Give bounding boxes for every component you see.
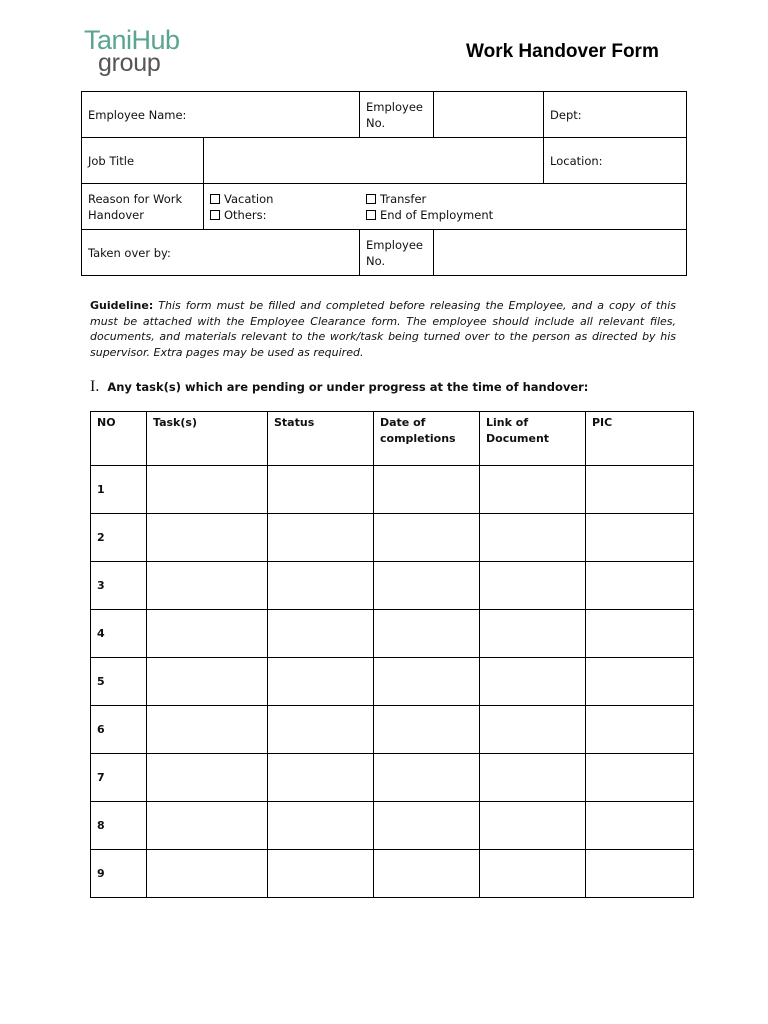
end-of-employment-label: End of Employment [380, 207, 494, 222]
others-label: Others: [224, 207, 267, 222]
table-cell[interactable] [374, 802, 480, 850]
table-row [91, 802, 694, 850]
row-number: 6 [91, 706, 147, 754]
table-cell[interactable] [147, 850, 268, 898]
table-cell[interactable] [268, 658, 374, 706]
table-row [91, 754, 694, 802]
table-cell[interactable] [480, 754, 586, 802]
table-cell[interactable] [480, 514, 586, 562]
table-cell[interactable] [268, 754, 374, 802]
table-cell[interactable] [586, 850, 694, 898]
task-table [90, 411, 694, 898]
transfer-checkbox[interactable] [366, 191, 493, 207]
table-cell[interactable] [268, 514, 374, 562]
guideline-text: This form must be filled and completed before releasing the Employee, and a copy of this must be attached with the Employee Clearance form. The employee should include all relevant files, documents, and materials relevant to the work/task being turned over to the person as directed by his supervisor. Extra pages may be used as required. [90, 299, 677, 359]
employee-no-label: Employee No. [360, 92, 434, 138]
location-field[interactable] [544, 138, 687, 184]
table-cell[interactable] [586, 466, 694, 514]
table-cell[interactable] [268, 466, 374, 514]
employee-name-label: Employee Name: [88, 107, 187, 122]
column-header: Link of Document [480, 412, 586, 466]
taken-over-field[interactable] [82, 230, 360, 276]
employee-no-label-2: Employee No. [360, 230, 434, 276]
column-header: PIC [586, 412, 694, 466]
company-logo [80, 27, 180, 79]
table-cell[interactable] [147, 514, 268, 562]
column-header: Task(s) [147, 412, 268, 466]
table-cell[interactable] [268, 850, 374, 898]
table-cell[interactable] [480, 658, 586, 706]
table-cell[interactable] [147, 658, 268, 706]
table-cell[interactable] [480, 562, 586, 610]
table-cell[interactable] [147, 610, 268, 658]
table-cell[interactable] [268, 562, 374, 610]
table-cell[interactable] [374, 514, 480, 562]
row-number: 2 [91, 514, 147, 562]
table-row [91, 514, 694, 562]
table-row [91, 658, 694, 706]
table-cell[interactable] [586, 610, 694, 658]
table-cell[interactable] [586, 562, 694, 610]
dept-field[interactable] [544, 92, 687, 138]
table-cell[interactable] [374, 850, 480, 898]
table-cell[interactable] [480, 850, 586, 898]
reason-label: Reason for Work Handover [82, 184, 204, 230]
table-cell[interactable] [374, 466, 480, 514]
table-cell[interactable] [147, 466, 268, 514]
vacation-checkbox[interactable] [210, 191, 366, 207]
row-number: 8 [91, 802, 147, 850]
others-checkbox[interactable] [210, 207, 366, 223]
row-number: 3 [91, 562, 147, 610]
row-number: 5 [91, 658, 147, 706]
table-cell[interactable] [586, 514, 694, 562]
table-cell[interactable] [374, 706, 480, 754]
job-title-field[interactable] [204, 138, 544, 184]
logo-text-top: TaniHub [84, 25, 180, 55]
form-title: Work Handover Form [466, 41, 659, 62]
table-cell[interactable] [374, 658, 480, 706]
column-header: Date of completions [374, 412, 480, 466]
checkbox-icon [366, 210, 376, 220]
table-row [91, 610, 694, 658]
job-title-row [82, 138, 687, 184]
table-cell[interactable] [480, 466, 586, 514]
table-row [91, 706, 694, 754]
end-of-employment-checkbox[interactable] [366, 207, 493, 223]
table-cell[interactable] [268, 706, 374, 754]
table-cell[interactable] [374, 562, 480, 610]
row-number: 4 [91, 610, 147, 658]
location-label: Location: [550, 153, 603, 168]
table-cell[interactable] [480, 610, 586, 658]
table-cell[interactable] [268, 610, 374, 658]
row-number: 9 [91, 850, 147, 898]
table-cell[interactable] [374, 754, 480, 802]
table-cell[interactable] [147, 706, 268, 754]
reason-row [82, 184, 687, 230]
table-cell[interactable] [480, 802, 586, 850]
table-cell[interactable] [480, 706, 586, 754]
table-cell[interactable] [586, 706, 694, 754]
vacation-label: Vacation [224, 191, 274, 206]
checkbox-icon [210, 194, 220, 204]
table-cell[interactable] [147, 562, 268, 610]
table-cell[interactable] [268, 802, 374, 850]
column-header: Status [268, 412, 374, 466]
taken-over-label: Taken over by: [88, 245, 171, 260]
table-cell[interactable] [147, 802, 268, 850]
table-cell[interactable] [586, 658, 694, 706]
table-cell[interactable] [586, 802, 694, 850]
column-header: NO [91, 412, 147, 466]
checkbox-icon [366, 194, 376, 204]
row-number: 7 [91, 754, 147, 802]
employee-no-field-2[interactable] [434, 230, 687, 276]
task-table-header [91, 412, 694, 466]
transfer-label: Transfer [380, 191, 427, 206]
employee-no-field[interactable] [434, 92, 544, 138]
table-cell[interactable] [586, 754, 694, 802]
table-cell[interactable] [374, 610, 480, 658]
section-heading-text: Any task(s) which are pending or under progress at the time of handover: [107, 380, 589, 394]
table-cell[interactable] [147, 754, 268, 802]
employee-info-table [81, 91, 687, 276]
row-number: 1 [91, 466, 147, 514]
guideline-paragraph: Guideline: This form must be filled and completed before releasing the Employee, and a copy of this must be attached with the Employee Clearance form. The employee should include all relevant files, documents, and materials relevant to the work/task being turned over to the person as directed by his supervisor. Extra pages may be used as required. [90, 299, 677, 359]
table-row [91, 562, 694, 610]
job-title-label: Job Title [82, 138, 204, 184]
section-heading [90, 378, 588, 396]
checkbox-icon [210, 210, 220, 220]
dept-label: Dept: [550, 107, 582, 122]
logo-text-bottom: group [98, 49, 161, 77]
employee-name-row [82, 92, 687, 138]
table-row [91, 850, 694, 898]
taken-over-row [82, 230, 687, 276]
guideline-label: Guideline [90, 299, 149, 312]
section-number: I. [90, 378, 100, 395]
employee-name-field[interactable] [82, 92, 360, 138]
reason-options [204, 184, 687, 230]
table-row [91, 466, 694, 514]
